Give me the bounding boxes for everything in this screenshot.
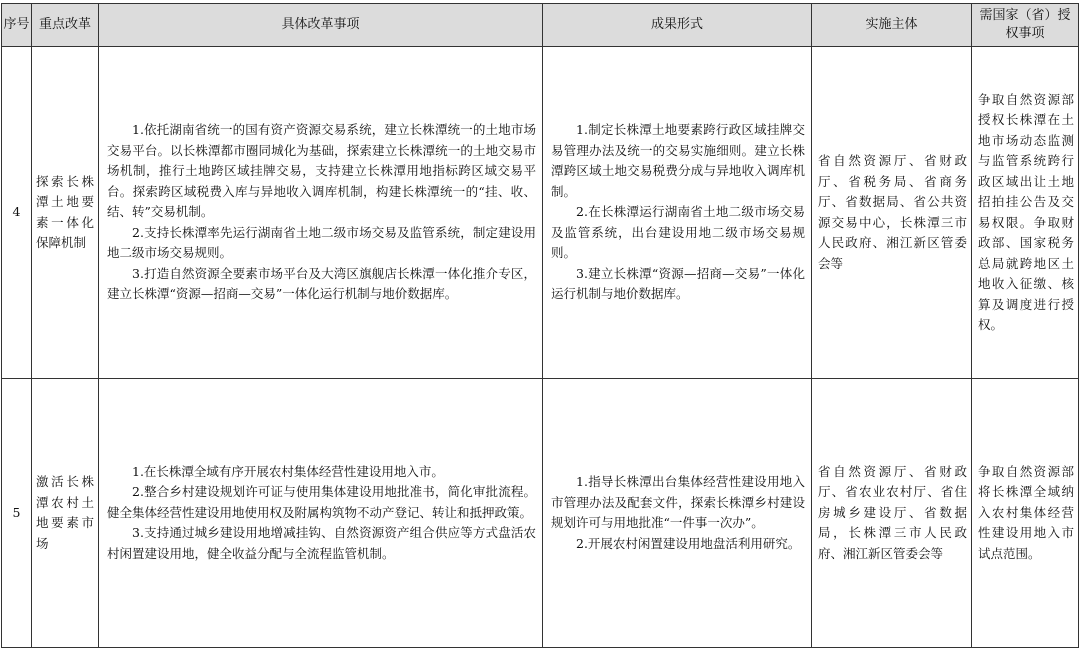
header-no: 序号 bbox=[2, 4, 32, 47]
authorization-matters: 争取自然资源部授权长株潭在土地市场动态监测与监管系统跨行政区域出让土地招拍挂公告及交易权限。争取财政部、国家税务总局就跨地区土地收入征缴、核算及调度进行授权。 bbox=[972, 47, 1079, 379]
table-header-row bbox=[2, 4, 1079, 47]
reform-item: 3.支持通过城乡建设用地增减挂钩、自然资源资产组合供应等方式盘活农村闲置建设用地，健全收益分配与全流程监管机制。 bbox=[107, 525, 536, 561]
row-number: 5 bbox=[2, 379, 32, 648]
header-body: 实施主体 bbox=[812, 4, 972, 47]
reform-area: 激活长株潭农村土地要素市场 bbox=[32, 379, 99, 648]
result-item: 2.开展农村闲置建设用地盘活利用研究。 bbox=[576, 535, 801, 551]
reform-items bbox=[99, 379, 543, 648]
reform-item: 1.依托湖南省统一的国有资产资源交易系统，建立长株潭统一的土地市场交易平台。以长株潭都市圈同城化为基础，探索建立长株潭统一的土地交易市场机制，推行土地跨区域挂牌交易，支持建立长株潭用地指标跨区域交易平台。探索跨区域税费入库与异地收入调库机制，构建长株潭统一的“挂、收、结、转”交易机制。 bbox=[107, 122, 536, 220]
implementing-body: 省自然资源厅、省财政厅、省税务局、省商务厅、省数据局、省公共资源交易中心，长株潭三市人民政府、湘江新区管委会等 bbox=[812, 47, 972, 379]
header-results: 成果形式 bbox=[543, 4, 812, 47]
result-item: 3.建立长株潭“资源—招商—交易”一体化运行机制与地价数据库。 bbox=[551, 265, 805, 302]
reform-item: 2.支持长株潭率先运行湖南省土地二级市场交易及监管系统，制定建设用地二级市场交易规则。 bbox=[107, 224, 536, 261]
reform-item: 3.打造自然资源全要素市场平台及大湾区旗舰店长株潭一体化推介专区，建立长株潭“资源—招商—交易”一体化运行机制与地价数据库。 bbox=[107, 265, 536, 302]
result-item: 2.在长株潭运行湖南省土地二级市场交易及监管系统，出台建设用地二级市场交易规则。 bbox=[551, 204, 805, 261]
header-authorization: 需国家（省）授权事项 bbox=[972, 4, 1079, 47]
reform-area: 探索长株潭土地要素一体化保障机制 bbox=[32, 47, 99, 379]
header-items: 具体改革事项 bbox=[99, 4, 543, 47]
row-number: 4 bbox=[2, 47, 32, 379]
result-forms bbox=[543, 47, 812, 379]
reform-table bbox=[1, 3, 1079, 648]
implementing-body: 省自然资源厅、省财政厅、省农业农村厅、省住房城乡建设厅、省数据局，长株潭三市人民政府、湘江新区管委会等 bbox=[812, 379, 972, 648]
reform-items bbox=[99, 47, 543, 379]
header-area: 重点改革 bbox=[32, 4, 99, 47]
result-item: 1.指导长株潭出台集体经营性建设用地入市管理办法及配套文件，探索长株潭乡村建设规划许可与用地批准“一件事一次办”。 bbox=[551, 474, 805, 530]
table-row bbox=[2, 379, 1079, 648]
reform-item: 1.在长株潭全域有序开展农村集体经营性建设用地入市。 bbox=[132, 463, 444, 479]
result-item: 1.制定长株潭土地要素跨行政区域挂牌交易管理办法及统一的交易实施细则。建立长株潭跨区域土地交易税费分成与异地收入调库机制。 bbox=[551, 122, 805, 199]
authorization-matters: 争取自然资源部将长株潭全域纳入农村集体经营性建设用地入市试点范围。 bbox=[972, 379, 1079, 648]
table-row bbox=[2, 47, 1079, 379]
result-forms bbox=[543, 379, 812, 648]
reform-item: 2.整合乡村建设规划许可证与使用集体建设用地批准书，简化审批流程。健全集体经营性建设用地使用权及附属构筑物不动产登记、转让和抵押政策。 bbox=[107, 484, 536, 520]
